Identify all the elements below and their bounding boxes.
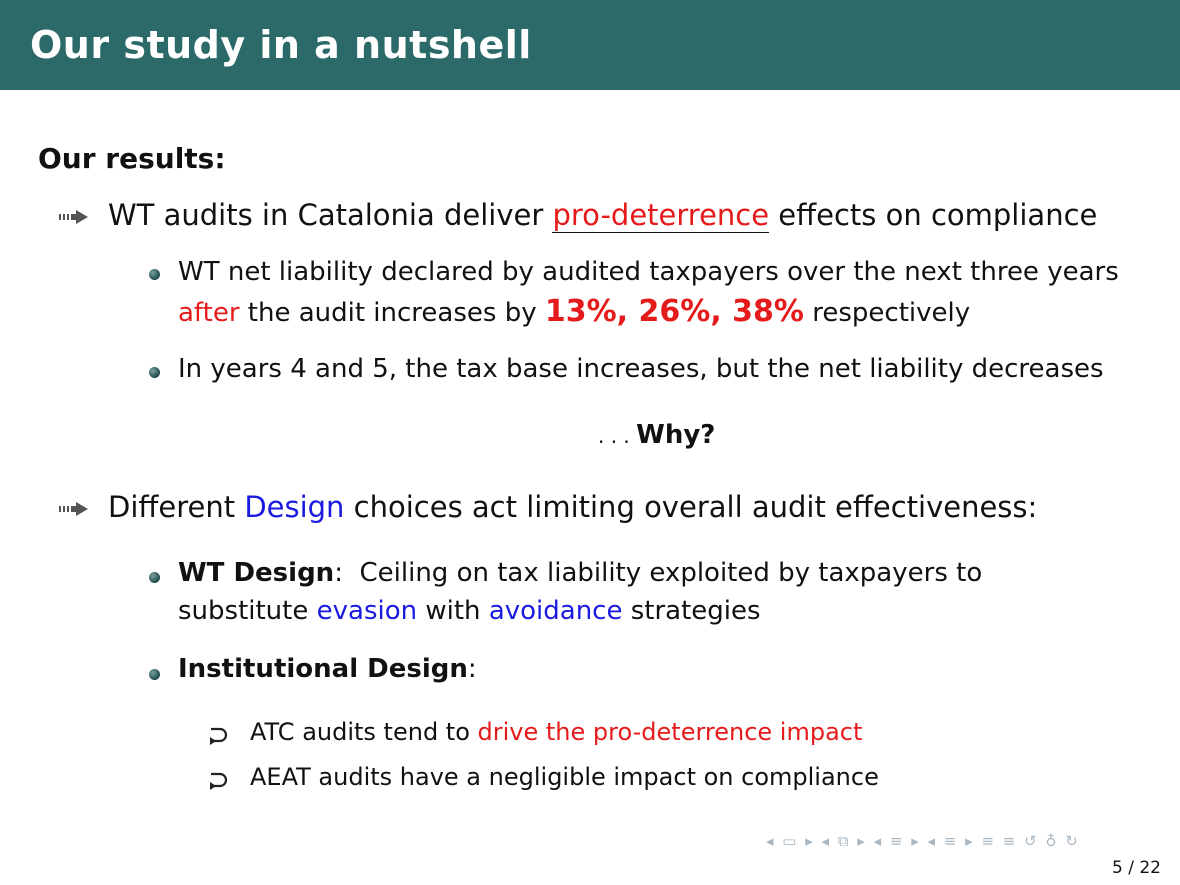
bullet-icon — [149, 367, 160, 378]
bullet-icon — [149, 572, 160, 583]
results-heading: Our results: — [38, 142, 226, 175]
percent-values: 13%, 26%, 38% — [544, 294, 804, 329]
avoidance-highlight: avoidance — [488, 596, 623, 626]
wt-colon: : — [334, 558, 343, 588]
why-dots: . . . — [598, 424, 637, 448]
why-text: Why? — [636, 420, 716, 450]
point1-sub1-line1: WT net liability declared by audited taxpayers over the next three years — [178, 257, 1119, 287]
point1-text — [108, 198, 1097, 232]
point1-sub1-line2 — [178, 294, 970, 329]
wt-line1-text: Ceiling on tax liability exploited by taxpayers to — [342, 558, 983, 588]
why-line — [598, 420, 715, 450]
after-highlight: after — [178, 298, 240, 328]
aeat-line: AEAT audits have a negligible impact on compliance — [250, 763, 879, 791]
title-bar — [0, 0, 1180, 90]
sub1-mid: the audit increases by — [239, 298, 545, 328]
institutional-design-line — [178, 654, 477, 684]
wt-design-label: WT Design — [178, 558, 335, 588]
bullet-icon — [149, 669, 160, 680]
point2-pre: Different — [108, 490, 245, 524]
institutional-design-label: Institutional Design — [178, 654, 468, 684]
curved-arrow-icon — [208, 770, 234, 790]
inst-colon: : — [467, 654, 477, 684]
point1-pre: WT audits in Catalonia deliver — [108, 198, 553, 232]
sub1-end: respectively — [803, 298, 971, 328]
point1-post: effects on compliance — [769, 198, 1098, 232]
point2-post: choices act limiting overall audit effectiveness: — [344, 490, 1038, 524]
bullet-icon — [149, 269, 160, 280]
wt-design-line1 — [178, 558, 982, 588]
beamer-navigation[interactable]: ◂ ▭ ▸ ◂ ⧉ ▸ ◂ ≡ ▸ ◂ ≡ ▸ ≡ ≡ ↺ ♁ ↻ — [766, 832, 1080, 850]
wt-line2-b: with — [417, 596, 489, 626]
arrow-bullet-icon — [58, 499, 90, 519]
atc-highlight: drive the pro-deterrence impact — [477, 718, 863, 746]
atc-pre: ATC audits tend to — [250, 718, 478, 746]
point2-text — [108, 490, 1037, 524]
point1-sub2: In years 4 and 5, the tax base increases, but the net liability decreases — [178, 354, 1104, 384]
evasion-highlight: evasion — [316, 596, 418, 626]
pro-deterrence-highlight: pro-deterrence — [552, 198, 770, 232]
design-highlight: Design — [244, 490, 345, 524]
atc-line — [250, 718, 862, 746]
arrow-bullet-icon — [58, 207, 90, 227]
wt-design-line2 — [178, 596, 761, 626]
page-number: 5 / 22 — [1112, 858, 1161, 878]
wt-line2-a: substitute — [178, 596, 317, 626]
slide-title: Our study in a nutshell — [30, 23, 532, 67]
curved-arrow-icon — [208, 725, 234, 745]
wt-line2-c: strategies — [622, 596, 761, 626]
